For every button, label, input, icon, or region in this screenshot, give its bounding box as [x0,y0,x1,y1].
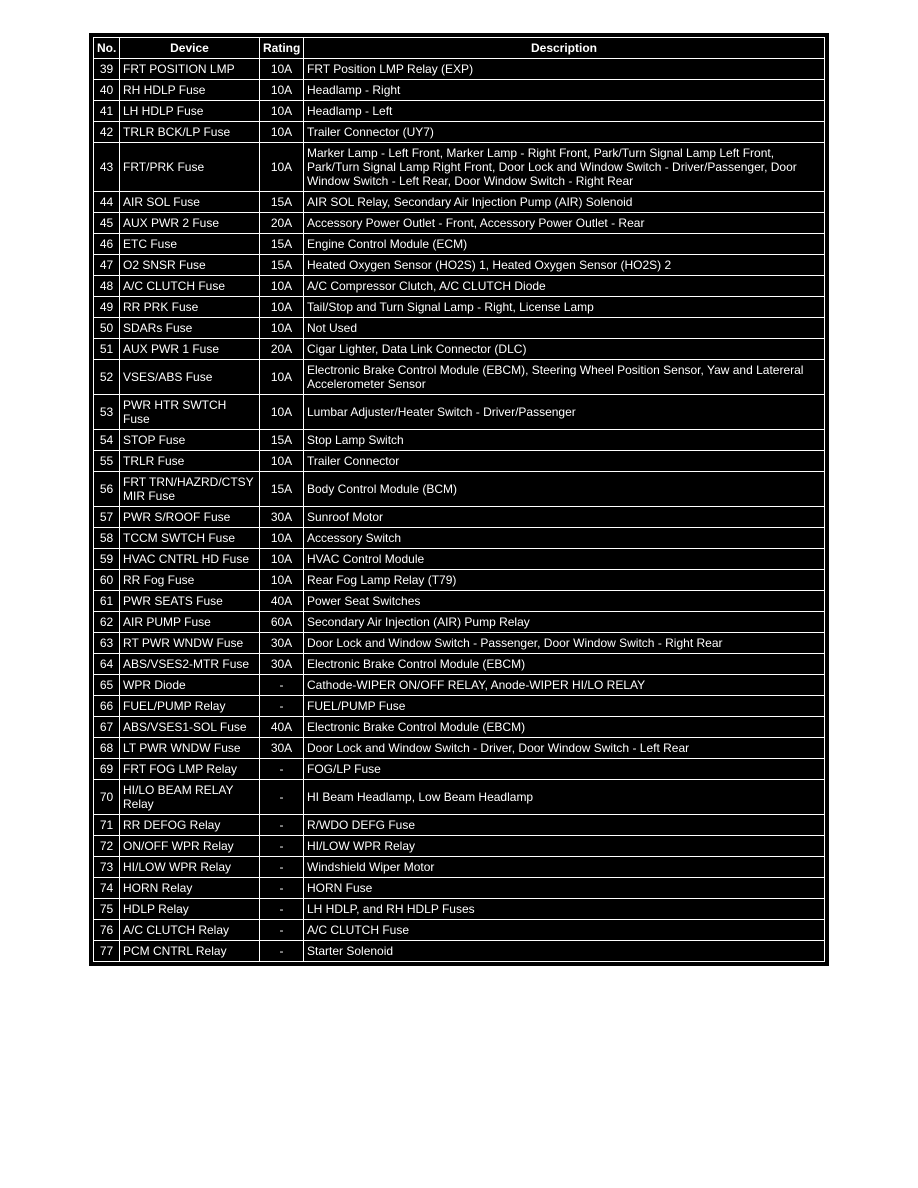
cell-device: O2 SNSR Fuse [120,255,260,276]
cell-description: Secondary Air Injection (AIR) Pump Relay [304,612,825,633]
cell-description: Starter Solenoid [304,941,825,962]
cell-no: 42 [94,122,120,143]
cell-device: AUX PWR 1 Fuse [120,339,260,360]
cell-rating: 30A [260,507,304,528]
cell-rating: 10A [260,318,304,339]
cell-rating: 10A [260,528,304,549]
cell-description: Lumbar Adjuster/Heater Switch - Driver/Passenger [304,395,825,430]
cell-no: 69 [94,759,120,780]
cell-device: FRT TRN/HAZRD/CTSY MIR Fuse [120,472,260,507]
cell-device: TRLR Fuse [120,451,260,472]
table-row [94,451,825,472]
cell-description: FUEL/PUMP Fuse [304,696,825,717]
cell-device: FRT/PRK Fuse [120,143,260,192]
header-no: No. [94,38,120,59]
cell-rating: 15A [260,192,304,213]
cell-device: PWR S/ROOF Fuse [120,507,260,528]
table-row [94,234,825,255]
cell-rating: 10A [260,451,304,472]
table-row [94,213,825,234]
cell-rating: 15A [260,234,304,255]
cell-rating: - [260,899,304,920]
cell-device: FRT POSITION LMP [120,59,260,80]
cell-no: 70 [94,780,120,815]
cell-no: 52 [94,360,120,395]
table-row [94,612,825,633]
cell-no: 43 [94,143,120,192]
cell-no: 54 [94,430,120,451]
table-row [94,591,825,612]
cell-device: SDARs Fuse [120,318,260,339]
cell-no: 41 [94,101,120,122]
cell-rating: 20A [260,339,304,360]
cell-no: 77 [94,941,120,962]
cell-description: Stop Lamp Switch [304,430,825,451]
cell-no: 63 [94,633,120,654]
cell-description: LH HDLP, and RH HDLP Fuses [304,899,825,920]
cell-rating: - [260,759,304,780]
cell-description: Sunroof Motor [304,507,825,528]
table-row [94,297,825,318]
fuse-table-frame [89,33,829,966]
table-row [94,360,825,395]
cell-no: 66 [94,696,120,717]
cell-description: Not Used [304,318,825,339]
cell-rating: 10A [260,297,304,318]
cell-description: Heated Oxygen Sensor (HO2S) 1, Heated Oxygen Sensor (HO2S) 2 [304,255,825,276]
cell-device: LT PWR WNDW Fuse [120,738,260,759]
cell-description: Electronic Brake Control Module (EBCM), Steering Wheel Position Sensor, Yaw and Latereral Accelerometer Sensor [304,360,825,395]
cell-description: Accessory Power Outlet - Front, Accessory Power Outlet - Rear [304,213,825,234]
cell-device: FUEL/PUMP Relay [120,696,260,717]
cell-description: Cigar Lighter, Data Link Connector (DLC) [304,339,825,360]
cell-rating: 10A [260,122,304,143]
cell-device: HORN Relay [120,878,260,899]
cell-description: Headlamp - Right [304,80,825,101]
cell-rating: - [260,815,304,836]
cell-rating: 30A [260,738,304,759]
cell-no: 72 [94,836,120,857]
table-row [94,101,825,122]
cell-no: 64 [94,654,120,675]
cell-description: A/C Compressor Clutch, A/C CLUTCH Diode [304,276,825,297]
table-row [94,276,825,297]
cell-description: FOG/LP Fuse [304,759,825,780]
cell-no: 57 [94,507,120,528]
cell-description: Engine Control Module (ECM) [304,234,825,255]
cell-description: Trailer Connector (UY7) [304,122,825,143]
table-row [94,654,825,675]
cell-description: Marker Lamp - Left Front, Marker Lamp - Right Front, Park/Turn Signal Lamp Left Front, Park/Turn Signal Lamp Right Front, Door Lock and Window Switch - Driver/Passenger, Door Window Switch - Left Rear, Door Window Switch - Right Rear [304,143,825,192]
table-row [94,836,825,857]
cell-description: Body Control Module (BCM) [304,472,825,507]
cell-description: Electronic Brake Control Module (EBCM) [304,654,825,675]
cell-rating: 30A [260,633,304,654]
cell-device: TRLR BCK/LP Fuse [120,122,260,143]
cell-rating: 10A [260,570,304,591]
fuse-table [93,37,825,962]
cell-rating: - [260,675,304,696]
cell-device: PCM CNTRL Relay [120,941,260,962]
table-row [94,815,825,836]
cell-no: 73 [94,857,120,878]
cell-no: 39 [94,59,120,80]
table-row [94,472,825,507]
table-row [94,59,825,80]
cell-no: 55 [94,451,120,472]
table-row [94,549,825,570]
table-row [94,528,825,549]
cell-rating: 40A [260,717,304,738]
cell-no: 74 [94,878,120,899]
cell-device: RR DEFOG Relay [120,815,260,836]
cell-device: ABS/VSES2-MTR Fuse [120,654,260,675]
cell-device: RR Fog Fuse [120,570,260,591]
cell-description: Cathode-WIPER ON/OFF RELAY, Anode-WIPER HI/LO RELAY [304,675,825,696]
cell-rating: 10A [260,101,304,122]
cell-rating: 15A [260,430,304,451]
cell-device: PWR HTR SWTCH Fuse [120,395,260,430]
cell-device: HI/LO BEAM RELAY Relay [120,780,260,815]
cell-device: FRT FOG LMP Relay [120,759,260,780]
cell-rating: 10A [260,59,304,80]
cell-device: ABS/VSES1-SOL Fuse [120,717,260,738]
cell-rating: 10A [260,360,304,395]
cell-no: 56 [94,472,120,507]
cell-device: WPR Diode [120,675,260,696]
header-device: Device [120,38,260,59]
cell-no: 61 [94,591,120,612]
cell-no: 65 [94,675,120,696]
cell-no: 59 [94,549,120,570]
cell-description: Headlamp - Left [304,101,825,122]
cell-no: 50 [94,318,120,339]
table-row [94,759,825,780]
cell-description: HI/LOW WPR Relay [304,836,825,857]
cell-rating: - [260,696,304,717]
cell-rating: - [260,857,304,878]
table-row [94,717,825,738]
cell-rating: - [260,780,304,815]
table-row [94,675,825,696]
cell-no: 45 [94,213,120,234]
cell-device: A/C CLUTCH Fuse [120,276,260,297]
cell-no: 44 [94,192,120,213]
cell-device: ON/OFF WPR Relay [120,836,260,857]
cell-device: HDLP Relay [120,899,260,920]
cell-rating: 10A [260,276,304,297]
cell-no: 76 [94,920,120,941]
table-row [94,318,825,339]
cell-no: 49 [94,297,120,318]
cell-description: Door Lock and Window Switch - Passenger, Door Window Switch - Right Rear [304,633,825,654]
cell-rating: 10A [260,395,304,430]
cell-description: R/WDO DEFG Fuse [304,815,825,836]
cell-description: Door Lock and Window Switch - Driver, Door Window Switch - Left Rear [304,738,825,759]
cell-device: ETC Fuse [120,234,260,255]
cell-no: 46 [94,234,120,255]
cell-no: 40 [94,80,120,101]
cell-description: FRT Position LMP Relay (EXP) [304,59,825,80]
cell-rating: - [260,920,304,941]
cell-rating: 10A [260,80,304,101]
cell-device: HVAC CNTRL HD Fuse [120,549,260,570]
cell-device: HI/LOW WPR Relay [120,857,260,878]
cell-description: A/C CLUTCH Fuse [304,920,825,941]
cell-description: Electronic Brake Control Module (EBCM) [304,717,825,738]
table-row [94,395,825,430]
cell-rating: 60A [260,612,304,633]
cell-description: Rear Fog Lamp Relay (T79) [304,570,825,591]
table-row [94,941,825,962]
cell-device: RR PRK Fuse [120,297,260,318]
cell-rating: 10A [260,143,304,192]
cell-rating: - [260,836,304,857]
header-description: Description [304,38,825,59]
cell-description: Tail/Stop and Turn Signal Lamp - Right, License Lamp [304,297,825,318]
cell-device: AIR PUMP Fuse [120,612,260,633]
cell-no: 51 [94,339,120,360]
table-row [94,122,825,143]
table-row [94,696,825,717]
cell-no: 47 [94,255,120,276]
cell-no: 68 [94,738,120,759]
cell-rating: 30A [260,654,304,675]
header-row [94,38,825,59]
cell-description: Windshield Wiper Motor [304,857,825,878]
table-row [94,878,825,899]
cell-device: STOP Fuse [120,430,260,451]
cell-rating: 10A [260,549,304,570]
cell-description: Trailer Connector [304,451,825,472]
cell-description: Accessory Switch [304,528,825,549]
table-row [94,80,825,101]
table-row [94,339,825,360]
cell-description: AIR SOL Relay, Secondary Air Injection Pump (AIR) Solenoid [304,192,825,213]
cell-no: 58 [94,528,120,549]
cell-device: VSES/ABS Fuse [120,360,260,395]
cell-description: Power Seat Switches [304,591,825,612]
cell-no: 48 [94,276,120,297]
cell-rating: - [260,878,304,899]
table-row [94,570,825,591]
cell-rating: - [260,941,304,962]
cell-device: A/C CLUTCH Relay [120,920,260,941]
table-row [94,857,825,878]
cell-rating: 15A [260,472,304,507]
header-rating: Rating [260,38,304,59]
table-row [94,255,825,276]
cell-device: TCCM SWTCH Fuse [120,528,260,549]
cell-device: PWR SEATS Fuse [120,591,260,612]
table-row [94,899,825,920]
table-row [94,920,825,941]
table-row [94,633,825,654]
table-row [94,430,825,451]
cell-device: LH HDLP Fuse [120,101,260,122]
table-row [94,738,825,759]
cell-device: RH HDLP Fuse [120,80,260,101]
cell-no: 60 [94,570,120,591]
cell-device: RT PWR WNDW Fuse [120,633,260,654]
cell-no: 75 [94,899,120,920]
cell-device: AUX PWR 2 Fuse [120,213,260,234]
table-header [94,38,825,59]
table-body [94,59,825,962]
table-row [94,192,825,213]
cell-no: 62 [94,612,120,633]
table-row [94,143,825,192]
table-row [94,780,825,815]
cell-rating: 40A [260,591,304,612]
cell-no: 67 [94,717,120,738]
table-row [94,507,825,528]
cell-description: HORN Fuse [304,878,825,899]
cell-rating: 20A [260,213,304,234]
cell-description: HVAC Control Module [304,549,825,570]
cell-device: AIR SOL Fuse [120,192,260,213]
cell-no: 53 [94,395,120,430]
cell-no: 71 [94,815,120,836]
cell-rating: 15A [260,255,304,276]
cell-description: HI Beam Headlamp, Low Beam Headlamp [304,780,825,815]
